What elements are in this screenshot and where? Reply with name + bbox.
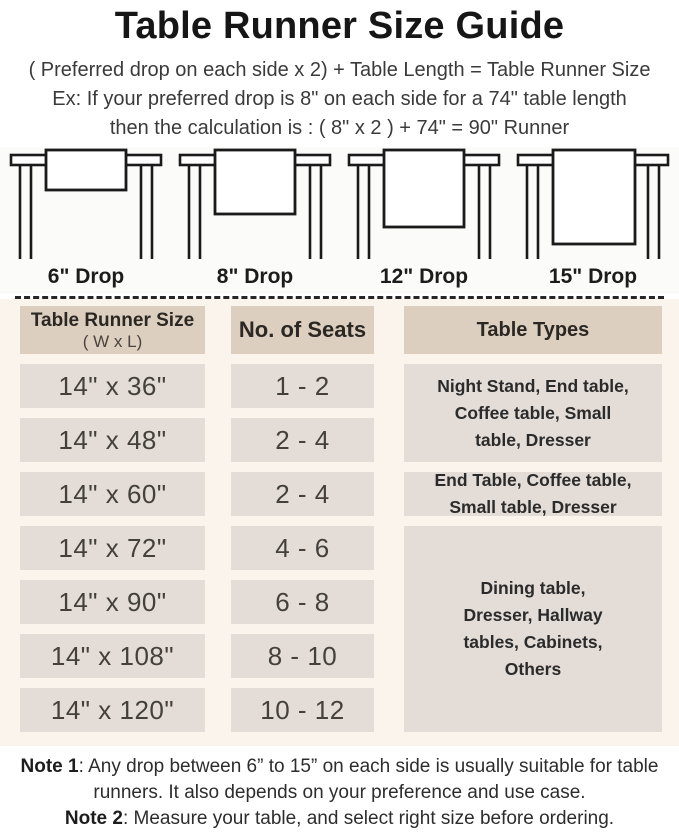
type-group-line: Coffee table, Small <box>454 402 612 423</box>
table-row-size-3 <box>20 526 205 570</box>
note-2-label: Note 2 <box>64 808 123 829</box>
seats-value: 10 - 12 <box>260 694 345 725</box>
drop-label-12: 12" Drop <box>379 265 469 288</box>
seats-value: 8 - 10 <box>267 640 338 671</box>
size-value: 14" x 120" <box>50 694 175 725</box>
type-group-line: tables, Cabinets, <box>463 632 603 652</box>
note-2 <box>6 806 673 832</box>
type-group-large-tables <box>404 526 662 732</box>
seats-value: 4 - 6 <box>275 532 330 563</box>
seats-value: 6 - 8 <box>275 586 330 617</box>
size-value: 14" x 90" <box>58 586 167 617</box>
table-row-size-2 <box>20 472 205 516</box>
size-value: 14" x 48" <box>58 424 167 455</box>
header-runner-size <box>20 306 205 354</box>
table-row-size-1 <box>20 418 205 462</box>
example-line-1: Ex: If your preferred drop is 8" on each side for a 74" table length <box>52 88 627 110</box>
table-row-seats-2 <box>231 472 374 516</box>
drop-illustrations <box>0 147 679 294</box>
header-table-types: Table Types <box>404 306 662 354</box>
size-value: 14" x 72" <box>58 532 167 563</box>
seats-value: 1 - 2 <box>275 370 330 401</box>
illustration-15-drop <box>509 147 677 294</box>
type-group-line: Dresser, Hallway <box>463 605 603 625</box>
drop-label-6: 6" Drop <box>47 265 125 288</box>
header-runner-size-line2: ( W x L) <box>82 332 143 351</box>
table-runner-drawing-6-icon <box>2 147 170 259</box>
note-1 <box>6 754 673 806</box>
table-row-size-6 <box>20 688 205 732</box>
header-seats: No. of Seats <box>231 306 374 354</box>
size-table-section <box>0 299 679 746</box>
size-table <box>20 306 679 732</box>
illustration-8-drop <box>171 147 339 294</box>
table-row-seats-6 <box>231 688 374 732</box>
note-2-text: : Measure your table, and select right size before ordering. <box>122 808 615 829</box>
type-group-line: Others <box>504 659 562 679</box>
type-group-line: table, Dresser <box>475 429 591 450</box>
table-row-seats-4 <box>231 580 374 624</box>
type-group-line: Night Stand, End table, <box>437 375 629 396</box>
table-row-size-5 <box>20 634 205 678</box>
notes-section <box>0 754 679 832</box>
note-1-label: Note 1 <box>20 756 79 777</box>
type-group-small-tables <box>404 364 662 462</box>
size-value: 14" x 108" <box>50 640 175 671</box>
header-runner-size-line1: Table Runner Size <box>30 310 195 331</box>
table-row-size-0 <box>20 364 205 408</box>
type-group-medium-tables <box>404 472 662 516</box>
page-title: Table Runner Size Guide <box>114 5 565 47</box>
type-group-line: Dining table, <box>480 578 586 598</box>
note-1-text: : Any drop between 6” to 15” on each side is usually suitable for table runners. It also depends on your preference and use case. <box>78 756 659 803</box>
illustration-6-drop <box>2 147 170 294</box>
table-row-seats-0 <box>231 364 374 408</box>
table-runner-drawing-12-icon <box>340 147 508 259</box>
size-value: 14" x 60" <box>58 478 167 509</box>
illustration-12-drop <box>340 147 508 294</box>
drop-label-8: 8" Drop <box>216 265 294 288</box>
example-line-2: then the calculation is : ( 8" x 2 ) + 74" = 90" Runner <box>109 117 570 139</box>
type-group-line: Small table, Dresser <box>449 497 617 517</box>
table-row-seats-1 <box>231 418 374 462</box>
table-runner-drawing-8-icon <box>171 147 339 259</box>
seats-value: 2 - 4 <box>275 478 330 509</box>
size-value: 14" x 36" <box>58 370 167 401</box>
table-runner-drawing-15-icon <box>509 147 677 259</box>
seats-value: 2 - 4 <box>275 424 330 455</box>
type-group-line: End Table, Coffee table, <box>434 470 632 490</box>
formula-line: ( Preferred drop on each side x 2) + Table Length = Table Runner Size <box>28 59 651 81</box>
table-row-size-4 <box>20 580 205 624</box>
drop-label-15: 15" Drop <box>548 265 638 288</box>
table-row-seats-5 <box>231 634 374 678</box>
table-row-seats-3 <box>231 526 374 570</box>
